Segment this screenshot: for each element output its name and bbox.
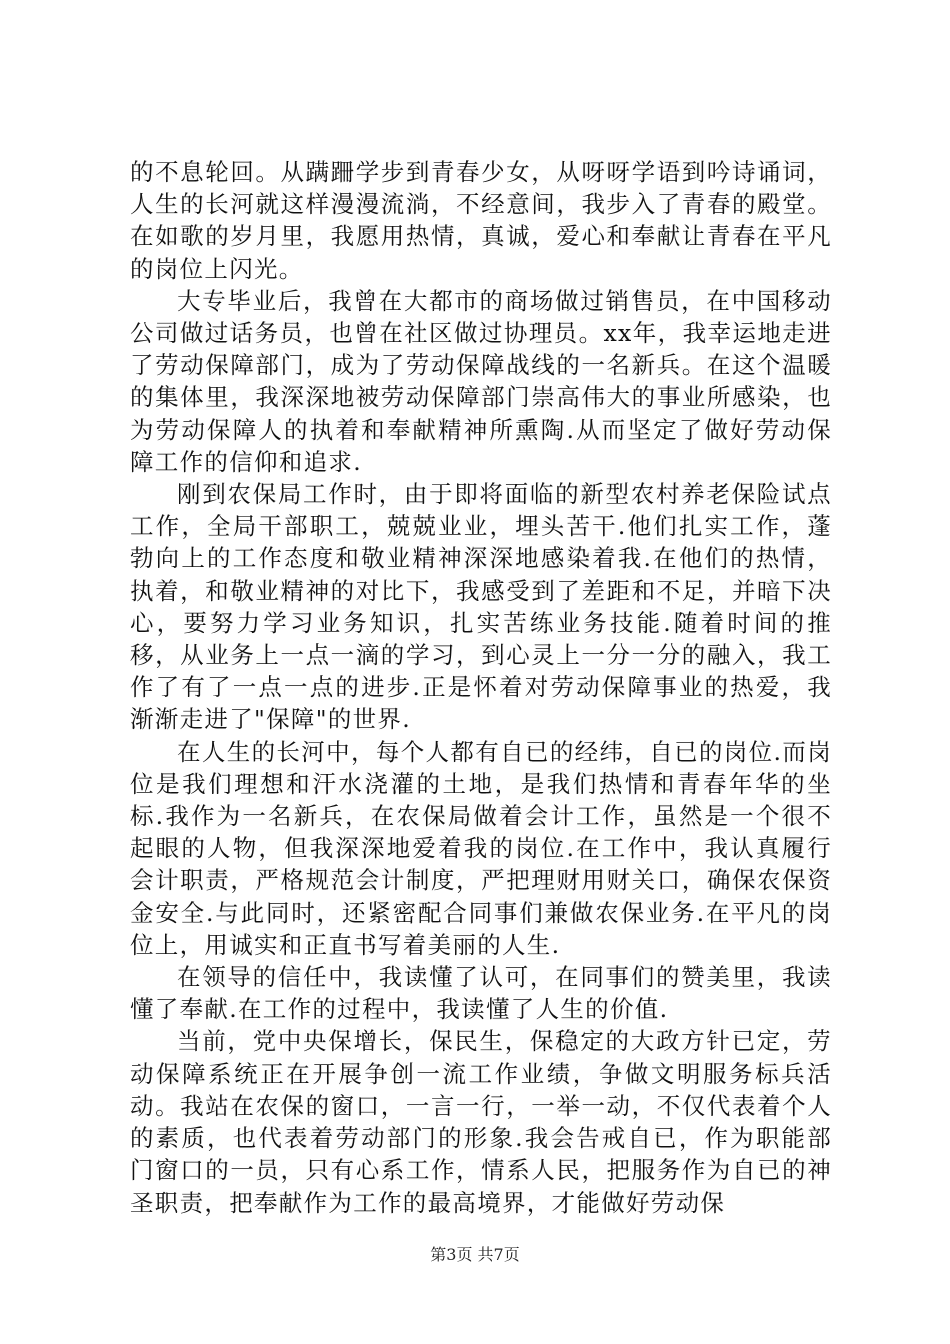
paragraph-2: 大专毕业后，我曾在大都市的商场做过销售员，在中国移动公司做过话务员，也曾在社区做过协理员。xx年，我幸运地走进了劳动保障部门，成为了劳动保障战线的一名新兵。在这个温暖的集体里，我深深地被劳动保障部门崇高伟大的事业所感染，也为劳动保障人的执着和奉献精神所熏陶.从而坚定了做好劳动保障工作的信仰和追求. — [130, 286, 832, 476]
body-text — [130, 156, 832, 1219]
paragraph-4: 在人生的长河中，每个人都有自已的经纬，自已的岗位.而岗位是我们理想和汗水浇灌的土地，是我们热情和青春年华的坐标.我作为一名新兵，在农保局做着会计工作，虽然是一个很不起眼的人物，但我深深地爱着我的岗位.在工作中，我认真履行会计职责，严格规范会计制度，严把理财用财关口，确保农保资金安全.与此同时，还紧密配合同事们兼做农保业务.在平凡的岗位上，用诚实和正直书写着美丽的人生. — [130, 737, 832, 959]
paragraph-3: 刚到农保局工作时，由于即将面临的新型农村养老保险试点工作，全局干部职工，兢兢业业，埋头苦干.他们扎实工作，蓬勃向上的工作态度和敬业精神深深地感染着我.在他们的热情，执着，和敬业精神的对比下，我感受到了差距和不足，并暗下决心，要努力学习业务知识，扎实苦练业务技能.随着时间的推移，从业务上一点一滴的学习，到心灵上一分一分的融入，我工作了有了一点一点的进步.正是怀着对劳动保障事业的热爱，我渐渐走进了"保障"的世界. — [130, 480, 832, 734]
paragraph-5: 在领导的信任中，我读懂了认可，在同事们的赞美里，我读懂了奉献.在工作的过程中，我读懂了人生的价值. — [130, 963, 832, 1024]
page-footer: 第3页 共7页 — [430, 1245, 520, 1264]
paragraph-6: 当前，党中央保增长，保民生，保稳定的大政方针已定，劳动保障系统正在开展争创一流工作业绩，争做文明服务标兵活动。我站在农保的窗口，一言一行，一举一动，不仅代表着个人的素质，也代表着劳动部门的形象.我会告戒自已，作为职能部门窗口的一员，只有心系工作，情系人民，把服务作为自已的神圣职责，把奉献作为工作的最高境界，才能做好劳动保 — [130, 1027, 832, 1217]
paragraph-1: 的不息轮回。从蹒跚学步到青春少女，从呀呀学语到吟诗诵词，人生的长河就这样漫漫流淌，不经意间，我步入了青春的殿堂。在如歌的岁月里，我愿用热情，真诚，爱心和奉献让青春在平凡的岗位上闪光。 — [130, 158, 832, 283]
